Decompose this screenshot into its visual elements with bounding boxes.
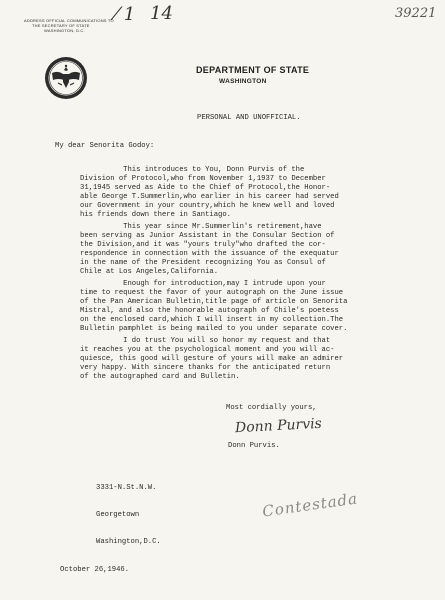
archive-number: 39221 (395, 6, 437, 21)
classification: PERSONAL AND UNOFFICIAL. (197, 114, 301, 122)
paragraph-2: This year since Mr.Summerlin's retirement,have been serving as Junior Assistant in the Consular Section of the Division,and it was "yours truly"who drafted the cor- respondence in connection with the issuance of the exequatur in the name of the President recognizing You as Consul of Chile at Los Angeles,California. (80, 223, 339, 276)
address-note-line-2: THE SECRETARY OF STATE (32, 23, 90, 28)
closing: Most cordially yours, (226, 404, 317, 412)
letter-date: October 26,1946. (60, 566, 130, 574)
address-note-line-1: ADDRESS OFFICIAL COMMUNICATIONS TO (24, 18, 114, 23)
sender-address (96, 466, 161, 565)
handwritten-mark-mid: 14 (150, 3, 173, 24)
letterhead-subtitle: WASHINGTON (219, 78, 267, 85)
paragraph-3: Enough for introduction,may I intrude upon your time to request the favor of your autograph on the June issue of the Pan American Bulletin,title page of article on Senorita Mistral, and also the honorable autograph of Chile's poetess on the enclosed card,which I will insert in my collection.The Bulletin pamphlet is being mailed to you under separate cover. (80, 280, 348, 333)
letterhead-title: DEPARTMENT OF STATE (196, 65, 310, 75)
paragraph-1: This introduces to You, Donn Purvis of the Division of Protocol,who from November 1,1937 to December 31,1945 served as Aide to the Chief of Protocol,the Honor- able George T.Summerlin,who earlier in his career had served our Government in your country,which he knew well and loved his friends down there in Santiago. (80, 166, 339, 219)
paragraph-4: I do trust You will so honor my request and that it reaches you at the psychological moment and you will ac- quiesce, this good will gesture of yours will make an admirer very happy. With sincere thanks for the anticipated return of the autographed card and Bulletin. (80, 337, 344, 381)
contestada-stamp: Contestada (261, 489, 360, 521)
salutation: My dear Senorita Godoy: (55, 142, 155, 150)
typed-signature: Donn Purvis. (228, 442, 280, 450)
address-note-line-3: WASHINGTON, D.C. (44, 28, 85, 33)
department-seal-icon (44, 56, 88, 100)
handwritten-mark-left: ⁄ 1 (115, 4, 136, 25)
handwritten-signature: Donn Purvis (234, 415, 323, 437)
address-line-3: Washington,D.C. (96, 538, 161, 546)
address-line-2: Georgetown (96, 511, 140, 519)
address-note (24, 18, 124, 33)
address-line-1: 3331-N.St.N.W. (96, 484, 157, 492)
